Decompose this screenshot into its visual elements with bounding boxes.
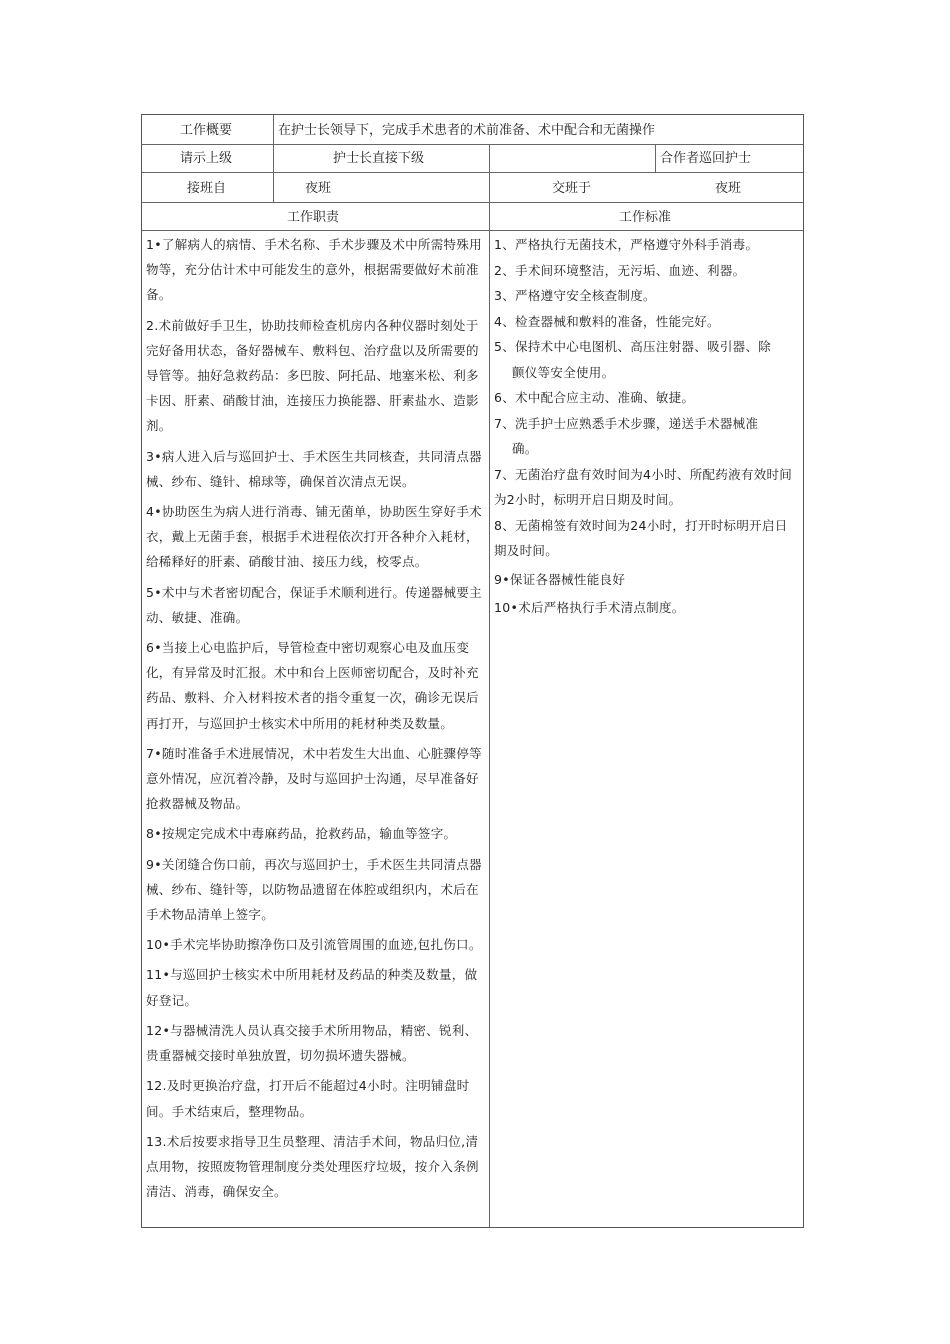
job-description-table — [141, 114, 804, 1228]
row-divider-1 — [142, 144, 803, 145]
duties-title: 工作职责 — [287, 210, 340, 225]
duty-item: 12.及时更换治疗盘，打开后不能超过4小时。注明铺盘时间。手术结束后，整理物品。 — [146, 1078, 470, 1119]
standard-item-continued: 确。 — [512, 441, 538, 456]
duties-list — [146, 232, 486, 1209]
standard-item: 7、洗手护士应熟悉手术步骤，递送手术器械准 — [494, 415, 759, 431]
report-value: 护士长直接下级 — [333, 151, 425, 166]
standard-item: 4、检查器械和敷料的准备，性能完好。 — [494, 313, 720, 329]
standard-item: 7、无菌治疗盘有效时间为4小时、所配药液有效时间为2小时，标明开启日期及时间。 — [494, 466, 793, 507]
duty-item: 5•术中与术者密切配合，保证手术顺利进行。传递器械要主动、敏捷、准确。 — [146, 584, 482, 625]
standards-list — [494, 232, 799, 626]
to-label: 交班于 — [552, 181, 592, 196]
overview-text: 在护士长领导下，完成手术患者的术前准备、术中配合和无菌操作 — [278, 123, 656, 138]
duty-item: 9•关闭缝合伤口前，再次与巡回护士，手术医生共同清点器械、纱布、缝针等，以防物品遗留在体腔或组织内，术后在手术物品清单上签字。 — [146, 856, 482, 923]
col-divider-label — [273, 115, 274, 202]
to-value: 夜班 — [715, 181, 742, 196]
cooperate-value: 合作者巡回护士 — [660, 151, 752, 166]
duty-item: 1•了解病人的病情、手术名称、手术步骤及术中所需特殊用物等，充分估计术中可能发生的意外，根据需要做好术前准备。 — [146, 237, 482, 303]
duty-item: 8•按规定完成术中毒麻药品，抢救药品，输血等签字。 — [146, 826, 457, 842]
standard-item: 5、保持术中心电图机、高压注射器、吸引器、除 — [494, 339, 772, 354]
standard-item: 10•术后严格执行手术清点制度。 — [494, 600, 685, 615]
duty-item: 6•当接上心电监护后，导管检查中密切观察心电及血压变化，有异常及时汇报。术中和台上医师密切配合，及时补充药品、敷料、介入材料按术者的指令重复一次，确诊无误后再打开，与巡回护士核实术中所用的耗材种类及数量。 — [146, 640, 479, 731]
col-divider-right-upper — [655, 144, 656, 172]
standard-item-continued: 颤仪等安全使用。 — [512, 364, 615, 380]
duty-item: 7•随时准备手术进展情况，术中若发生大出血、心脏骤停等意外情况，应沉着冷静，及时与巡回护士沟通，尽早准备好抢救器械及物品。 — [146, 745, 482, 812]
duty-item: 12•与器械清洗人员认真交接手术所用物品，精密、锐利、贵重器械交接时单独放置，切勿损坏遗失器械。 — [146, 1022, 478, 1064]
standard-item: 3、严格遵守安全核查制度。 — [494, 288, 656, 303]
standard-item: 6、术中配合应主动、准确、敏捷。 — [494, 390, 695, 405]
duty-item: 10•手术完毕协助擦净伤口及引流管周围的血迹,包扎伤口。 — [146, 937, 482, 953]
row-divider-4 — [142, 230, 803, 231]
row-divider-2 — [142, 172, 803, 173]
standard-item: 8、无菌棉签有效时间为24小时，打开时标明开启日期及时间。 — [494, 517, 788, 558]
row-divider-3 — [142, 202, 803, 203]
from-label: 接班自 — [187, 181, 227, 196]
col-divider-main — [489, 202, 490, 1227]
duty-item: 11•与巡回护士核实术中所用耗材及药品的种类及数量，做好登记。 — [146, 967, 478, 1008]
report-label: 请示上级 — [180, 151, 233, 166]
standards-title: 工作标准 — [619, 210, 672, 225]
standard-item: 2、手术间环境整洁，无污垢、血迹、利器。 — [494, 262, 746, 278]
duty-item: 13.术后按要求指导卫生员整理、清洁手术间，物品归位,清点用物，按照废物管理制度分类处理医疗垃圾，按介入条例清洁、消毒，确保安全。 — [146, 1133, 479, 1200]
standard-item: 1、严格执行无菌技术，严格遵守外科手消毒。 — [494, 237, 759, 252]
duty-item: 4•协助医生为病人进行消毒、铺无菌单，协助医生穿好手术衣，戴上无菌手套，根据手术进程依次打开各种介入耗材，给稀释好的肝素、硝酸甘油、接压力线，校零点。 — [146, 504, 482, 570]
duty-item: 3•病人进入后与巡回护士、手术医生共同核查，共同清点器械、纱布、缝针、棉球等，确保首次清点无误。 — [146, 448, 482, 489]
col-divider-middle-upper — [489, 144, 490, 202]
duty-item: 2.术前做好手卫生，协助技师检查机房内各种仪器时刻处于完好备用状态，备好器械车、敷料包、治疗盘以及所需要的导管等。抽好急救药品：多巴胺、阿托品、地塞米松、利多卡因、肝素、硝酸甘油，连接压力换能器、肝素盐水、造影剂。 — [146, 317, 479, 434]
overview-label: 工作概要 — [180, 123, 233, 138]
standard-item: 9•保证各器械性能良好 — [494, 571, 626, 587]
from-value: 夜班 — [305, 181, 332, 196]
